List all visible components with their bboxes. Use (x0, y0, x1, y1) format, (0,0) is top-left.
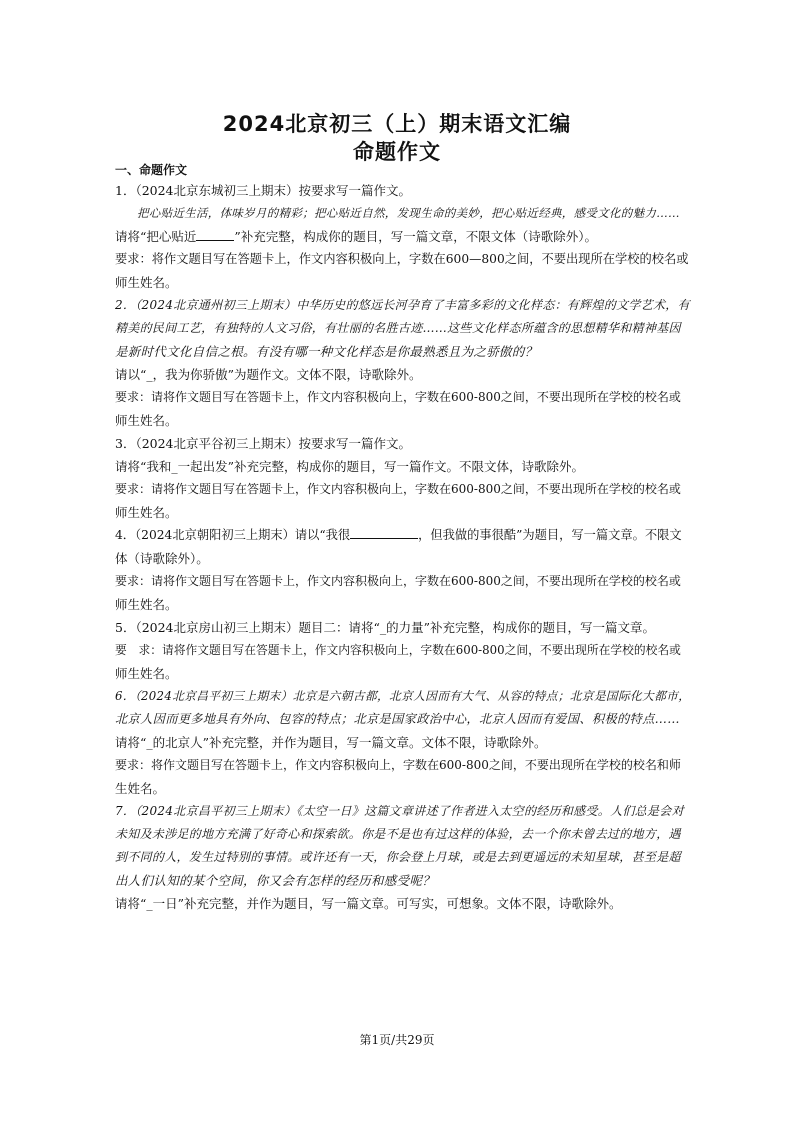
question-5-requirement: 要 求：请将作文题目写在答题卡上，作文内容积极向上，字数在600-800之间，不要出现所在学校的校名或 (115, 643, 681, 657)
question-2-ask: 请以“_，我为你骄傲”为题作文。文体不限，诗歌除外。 (115, 367, 422, 382)
question-5-requirement-cont: 师生姓名。 (115, 666, 178, 681)
question-2-line-1: 2．（2024北京通州初三上期末）中华历史的悠远长河孕育了丰富多彩的文化样态：有辉煌的文学艺术，有 (115, 298, 690, 312)
question-3-ask: 请将“我和_一起出发”补充完整，构成你的题目，写一篇作文。不限文体，诗歌除外。 (115, 459, 585, 474)
question-4-head-b: ，但我做的事很酷”为题目，写一篇文章。不限文 (418, 528, 682, 542)
question-7-line-1: 7．（2024北京昌平初三上期末）《太空一日》这篇文章讲述了作者进入太空的经历和感受。人们总是会对 (115, 804, 684, 818)
document-body (115, 162, 690, 915)
fill-blank (350, 525, 418, 539)
question-4-requirement-cont: 师生姓名。 (115, 597, 178, 612)
page-number: 第1页/共29页 (359, 1033, 435, 1047)
question-1-prompt: 把心贴近生活，体味岁月的精彩；把心贴近自然，发现生命的美妙，把心贴近经典，感受文化的魅力…… (137, 206, 680, 220)
question-7-line-4: 出人们认知的某个空间，你又会有怎样的经历和感受呢？ (115, 873, 436, 888)
question-5-head: 5．（2024北京房山初三上期末）题目二：请将“_的力量”补充完整，构成你的题目，写一篇文章。 (115, 620, 656, 635)
question-1-requirement-cont: 师生姓名。 (115, 275, 178, 290)
question-7-ask: 请将“_一日”补充完整，并作为题目，写一篇文章。可写实，可想象。文体不限，诗歌除外。 (115, 896, 622, 911)
question-6-ask: 请将“_的北京人”补充完整，并作为题目，写一篇文章。文体不限，诗歌除外。 (115, 735, 547, 750)
question-1-ask-b: ”补充完整，构成你的题目，写一篇文章，不限文体（诗歌除外）。 (234, 229, 598, 244)
question-2-line-3: 是新时代文化自信之根。有没有哪一种文化样态是你最熟悉且为之骄傲的？ (115, 344, 538, 359)
question-2-requirement: 要求：请将作文题目写在答题卡上，作文内容积极向上，字数在600-800之间，不要出现所在学校的校名或 (115, 390, 681, 404)
question-7-line-2: 未知及未涉足的地方充满了好奇心和探索欲。你是不是也有过这样的体验，去一个你未曾去过的地方，遇 (115, 827, 681, 841)
question-1-ask (115, 225, 690, 248)
fill-blank (196, 227, 234, 241)
question-6-requirement: 要求：将作文题目写在答题卡上，作文内容积极向上，字数在600-800之间，不要出现所在学校的校名和师 (115, 758, 681, 772)
question-3-head: 3．（2024北京平谷初三上期末）按要求写一篇作文。 (115, 436, 412, 451)
question-4-head (115, 524, 690, 547)
question-6-requirement-cont: 生姓名。 (115, 781, 166, 796)
question-3-requirement-cont: 师生姓名。 (115, 505, 178, 520)
question-6-line-2: 北京人因而更多地具有外向、包容的特点；北京是国家政治中心，北京人因而有爱国、积极的特点…… (115, 712, 680, 726)
document-subtitle: 命题作文 (353, 140, 441, 164)
question-4-line-2: 体（诗歌除外）。 (115, 551, 209, 566)
question-1-head: 1．（2024北京东城初三上期末）按要求写一篇作文。 (115, 183, 412, 198)
question-4-requirement: 要求：请将作文题目写在答题卡上，作文内容积极向上，字数在600-800之间，不要出现所在学校的校名或 (115, 574, 681, 588)
question-1-ask-a: 请将“把心贴近 (115, 229, 197, 244)
question-7-line-3: 到不同的人，发生过特别的事情。或许还有一天，你会登上月球，或是去到更遥远的未知星球，甚至是超 (115, 850, 681, 864)
question-1-requirement: 要求：将作文题目写在答题卡上，作文内容积极向上，字数在600—800之间，不要出现所在学校的校名或 (115, 252, 689, 266)
question-3-requirement: 要求：请将作文题目写在答题卡上，作文内容积极向上，字数在600-800之间，不要出现所在学校的校名或 (115, 482, 681, 496)
question-4-head-a: 4．（2024北京朝阳初三上期末）请以“我很 (115, 528, 351, 542)
section-heading: 一、命题作文 (115, 163, 188, 177)
question-2-requirement-cont: 师生姓名。 (115, 413, 178, 428)
document-title: 2024北京初三（上）期末语文汇编 (222, 112, 572, 136)
question-6-line-1: 6．（2024北京昌平初三上期末）北京是六朝古都，北京人因而有大气、从容的特点；北京是国际化大都市， (115, 689, 691, 703)
question-2-line-2: 精美的民间工艺，有独特的人文习俗，有壮丽的名胜古迹……这些文化样态所蕴含的思想精华和精神基因 (115, 321, 681, 335)
